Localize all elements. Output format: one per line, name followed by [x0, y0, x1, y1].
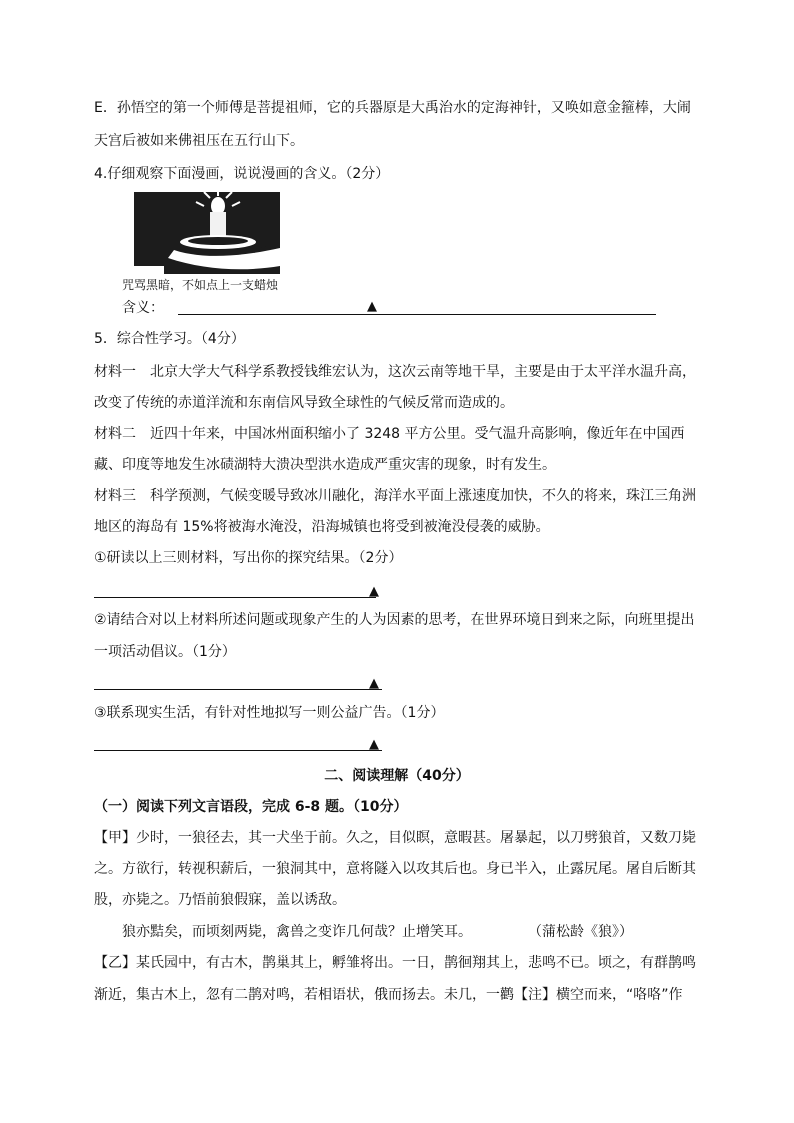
material-3-line-1: 材料三 科学预测，气候变暖导致冰川融化，海洋水平面上涨速度加快，不久的将来，珠江三角洲 — [94, 488, 696, 504]
material-3-line-2: 地区的海岛有 15%将被海水淹没，沿海城镇也将受到被淹没侵袭的威胁。 — [94, 519, 550, 535]
answer-marker: ▲ — [369, 737, 379, 752]
passage-jia-line-4: 狼亦黠矣，而顷刻两毙，禽兽之变诈几何哉？止增笑耳。 （蒲松龄《狼》） — [122, 924, 633, 940]
subquestion-3: ③联系现实生活，有针对性地拟写一则公益广告。（1分） — [94, 705, 445, 721]
passage-jia-line-2: 之。方欲行，转视积薪后，一狼洞其中，意将隧入以攻其后也。身已半入，止露尻尾。屠自后断其 — [94, 861, 696, 877]
cartoon-candle-image — [134, 192, 280, 274]
passage-yi-line-2: 渐近，集古木上，忽有二鹊对鸣，若相语状，俄而扬去。未几，一鹳【注】横空而来，“咯咯”作 — [94, 987, 683, 1003]
subsection-heading-classical: （一）阅读下列文言语段，完成 6-8 题。（10分） — [94, 799, 408, 815]
answer-line-2 — [94, 674, 394, 690]
meaning-label: 含义： — [122, 300, 164, 316]
material-2-line-2: 藏、印度等地发生冰碛湖特大溃决型洪水造成严重灾害的现象，时有发生。 — [94, 457, 556, 473]
question-5: 5．综合性学习。（4分） — [94, 331, 245, 347]
subquestion-1: ①研读以上三则材料，写出你的探究结果。（2分） — [94, 550, 403, 566]
answer-marker: ▲ — [369, 584, 379, 599]
subquestion-2-line-2: 一项活动倡议。（1分） — [94, 644, 236, 660]
answer-marker: ▲ — [369, 676, 379, 691]
passage-yi-line-1: 【乙】某氏园中，有古木，鹊巢其上，孵雏将出。一日，鹊徊翔其上，悲鸣不已。顷之，有群鹊鸣 — [94, 955, 696, 971]
subquestion-2-line-1: ②请结合对以上材料所述问题或现象产生的人为因素的思考，在世界环境日到来之际，向班里提出 — [94, 612, 695, 628]
meaning-rule — [178, 314, 656, 315]
answer-line-1 — [94, 582, 394, 598]
material-1-line-1: 材料一 北京大学大气科学系教授钱维宏认为，这次云南等地干旱，主要是由于太平洋水温升高， — [94, 364, 696, 380]
option-e-line-1: E．孙悟空的第一个师傅是菩提祖师，它的兵器原是大禹治水的定海神针，又唤如意金箍棒，大闹 — [94, 100, 691, 116]
passage-jia-line-3: 股，亦毙之。乃悟前狼假寐，盖以诱敌。 — [94, 892, 346, 908]
candle-illustration — [134, 192, 280, 274]
option-e-line-2: 天宫后被如来佛祖压在五行山下。 — [94, 133, 304, 149]
question-4: 4.仔细观察下面漫画，说说漫画的含义。（2分） — [94, 166, 390, 182]
answer-line-3 — [94, 735, 394, 751]
material-2-line-1: 材料二 近四十年来，中国冰州面积缩小了 3248 平方公里。受气温升高影响，像近年在中国西 — [94, 426, 685, 442]
section-heading-reading: 二、阅读理解（40分） — [324, 768, 470, 784]
passage-jia-line-1: 【甲】少时，一狼径去，其一犬坐于前。久之，目似瞑，意暇甚。屠暴起，以刀劈狼首，又数刀毙 — [94, 830, 696, 846]
meaning-answer-line — [122, 298, 662, 318]
material-1-line-2: 改变了传统的赤道洋流和东南信风导致全球性的气候反常而造成的。 — [94, 395, 514, 411]
cartoon-caption: 咒骂黑暗，不如点上一支蜡烛 — [122, 278, 279, 292]
answer-marker: ▲ — [367, 299, 377, 314]
